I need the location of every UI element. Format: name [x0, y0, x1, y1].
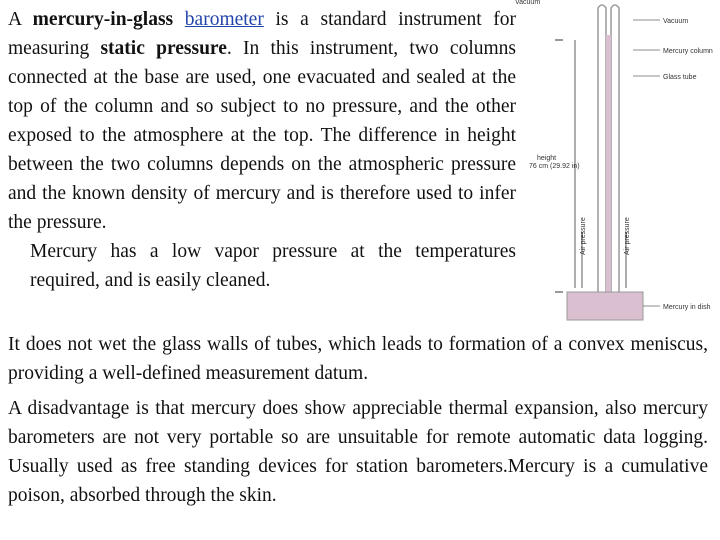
barometer-diagram [515, 0, 720, 322]
intro-sentence [8, 5, 516, 237]
paragraph-meniscus: It does not wet the glass walls of tubes, which leads to formation of a convex meniscus, providing a well-defined measurement datum. [8, 334, 708, 384]
label-height-value: 76 cm (29.92 in) [529, 163, 580, 170]
label-mercury-in-dish: Mercury in dish [663, 304, 711, 311]
intro-continuation: is a standard instrument for measuring [8, 9, 517, 59]
glass-tube-outer [611, 5, 619, 320]
intro-rest: . In this instrument, two columns connected at the base are used, one evacuated and sealed at the top of the column and so subject to no pressure, and the other exposed to the atmosphere at the top. The difference in height between the two columns depends on the atmospheric pressure and the known density of mercury and is therefore used to infer the pressure. [8, 38, 516, 233]
barometer-link[interactable]: barometer [184, 9, 264, 30]
term-static-pressure: static pressure [100, 38, 227, 59]
paragraph-disadvantage: A disadvantage is that mercury does show appreciable thermal expansion, also mercury barometers are not very portable so are unsuitable for remote automatic data logging. Usually used as free standing devices for station barometers.Mercury is a cumulative poison, absorbed through the skin. [8, 398, 708, 506]
label-height: height [537, 155, 557, 162]
label-vacuum: Vacuum [663, 18, 689, 25]
intro-lead: A [8, 9, 33, 30]
mercury-column [606, 35, 611, 320]
paragraph-barometer-intro [8, 5, 516, 295]
label-air-pressure-left: Air pressure [580, 217, 587, 255]
label-mercury-column: Mercury column [663, 48, 713, 55]
label-air-pressure-right: Air pressure [624, 217, 631, 255]
vapor-pressure-sentence: Mercury has a low vapor pressure at the temperatures required, and is easily cleaned. [30, 241, 516, 291]
diagram-label-top-left: Vacuum [515, 0, 541, 6]
term-mercury-in-glass: mercury-in-glass [32, 9, 174, 30]
mercury-dish [567, 292, 643, 320]
label-glass-tube: Glass tube [663, 74, 697, 81]
glass-tube [598, 5, 606, 320]
